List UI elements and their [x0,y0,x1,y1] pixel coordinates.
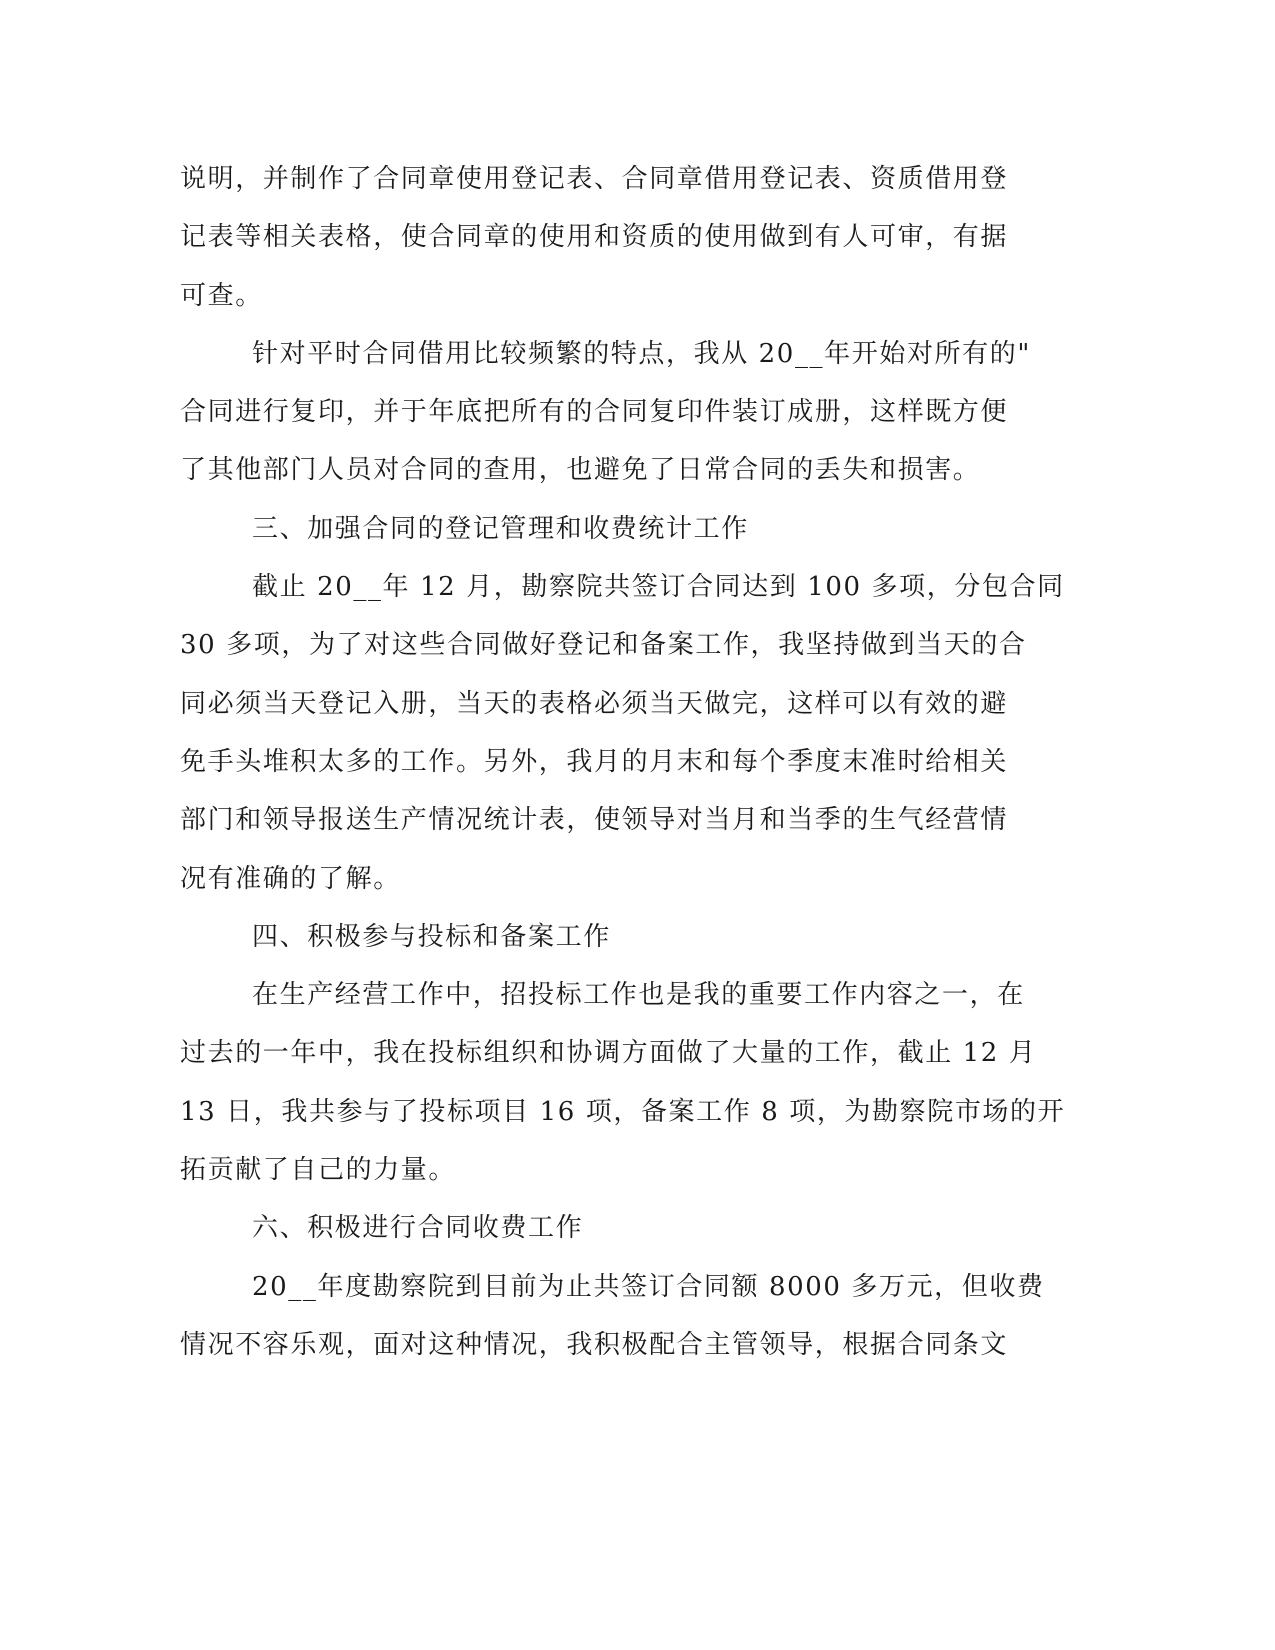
section-heading-6: 六、积极进行合同收费工作 [252,1213,584,1244]
text-line: 说明，并制作了合同章使用登记表、合同章借用登记表、资质借用登 [180,164,1009,194]
text-line: 可查。 [180,280,263,311]
text-line: 同必须当天登记入册，当天的表格必须当天做完，这样可以有效的避 [180,688,1009,719]
paragraph-start-line: 针对平时合同借用比较频繁的特点，我从 20__年开始对所有的" [252,338,1031,369]
text-line: 记表等相关表格，使合同章的使用和资质的使用做到有人可审，有据 [180,222,1009,253]
text-line: 况有准确的了解。 [180,863,401,894]
section-heading-3: 三、加强合同的登记管理和收费统计工作 [252,513,749,544]
paragraph-start-line: 截止 20__年 12 月，勘察院共签订合同达到 100 多项，分包合同 [252,572,1065,603]
paragraph-start-line: 在生产经营工作中，招投标工作也是我的重要工作内容之一，在 [252,980,1025,1011]
text-line: 拓贡献了自己的力量。 [180,1155,457,1186]
document-body [180,150,1066,1374]
text-line: 过去的一年中，我在投标组织和协调方面做了大量的工作，截止 12 月 [180,1038,1037,1069]
paragraph-start-line: 20__年度勘察院到目前为止共签订合同额 8000 多万元，但收费 [252,1271,1045,1302]
text-line: 了其他部门人员对合同的查用，也避免了日常合同的丢失和损害。 [180,455,981,486]
section-heading-4: 四、积极参与投标和备案工作 [252,921,611,952]
text-line: 部门和领导报送生产情况统计表，使领导对当月和当季的生气经营情 [180,805,1009,836]
text-line: 30 多项，为了对这些合同做好登记和备案工作，我坚持做到当天的合 [180,630,1027,661]
text-line: 情况不容乐观，面对这种情况，我积极配合主管领导，根据合同条文 [180,1329,1009,1360]
text-line: 免手头堆积太多的工作。另外，我月的月末和每个季度末准时给相关 [180,746,1009,777]
text-line: 合同进行复印，并于年底把所有的合同复印件装订成册，这样既方便 [180,397,1009,428]
text-line: 13 日，我共参与了投标项目 16 项，备案工作 8 项，为勘察院市场的开 [180,1096,1066,1127]
